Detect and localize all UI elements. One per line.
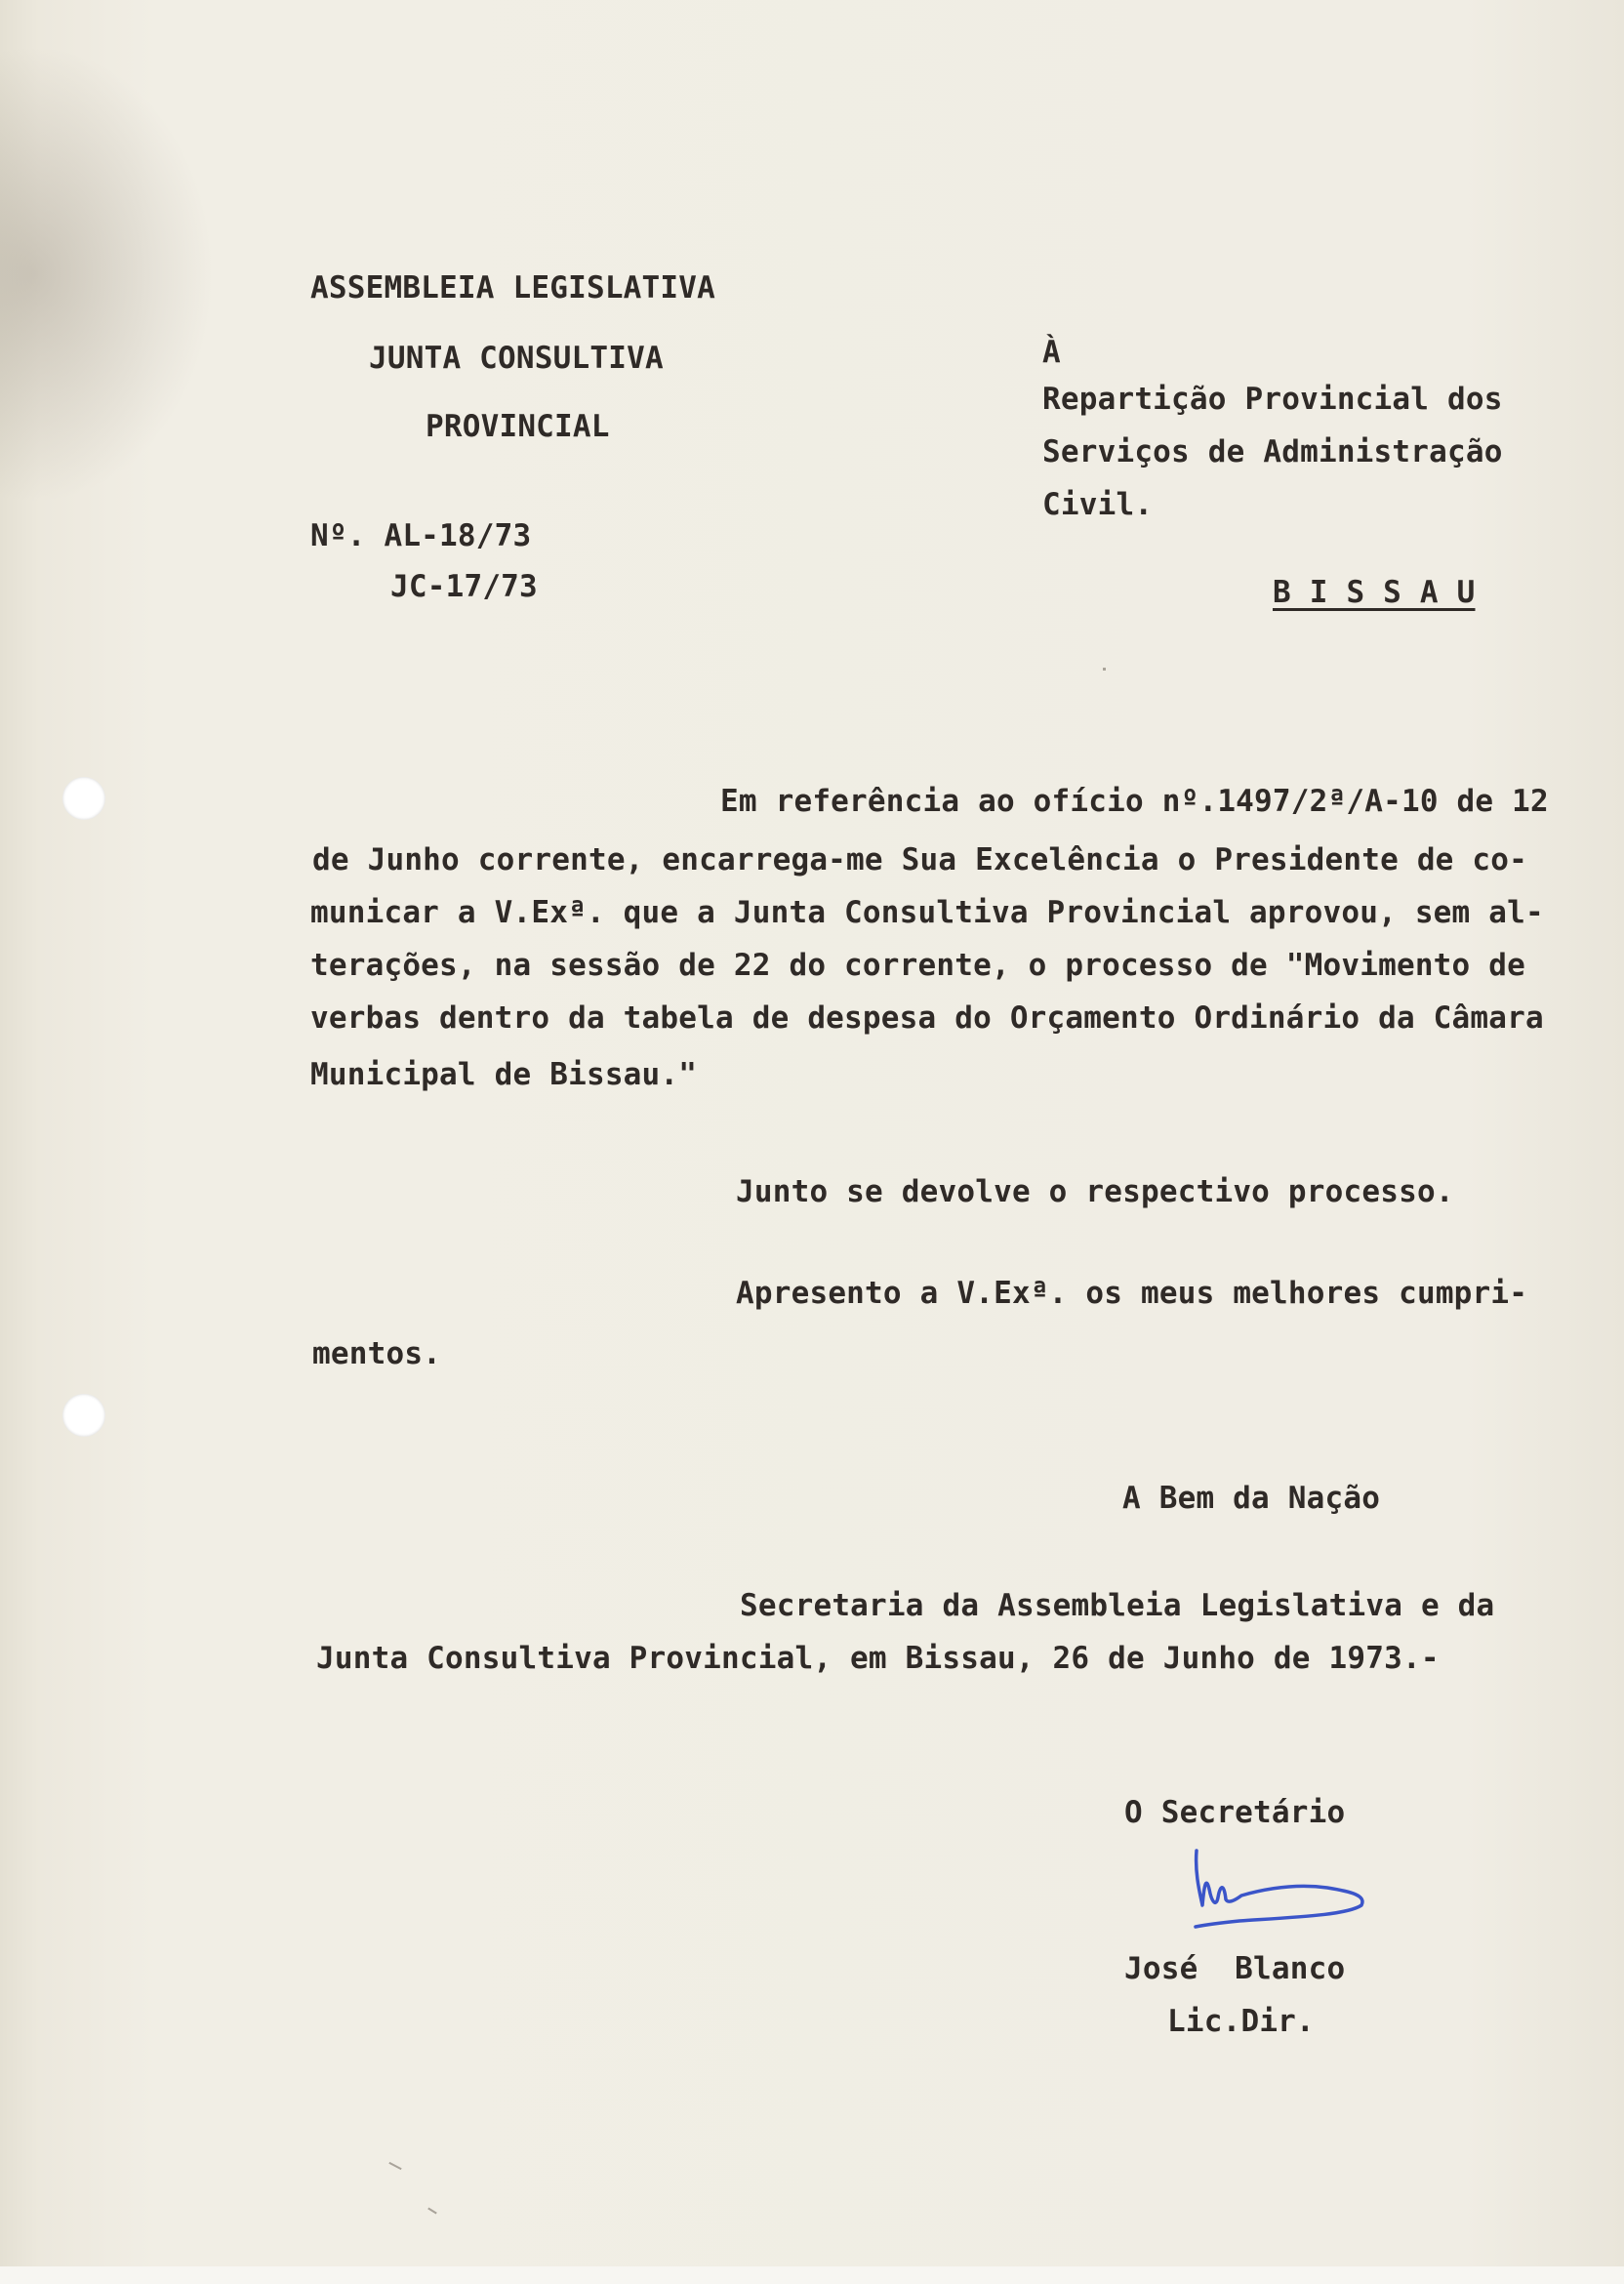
body-line-5: verbas dentro da tabela de despesa do Orçamento Ordinário da Câmara xyxy=(310,1000,1544,1036)
signatory-title: O Secretário xyxy=(1124,1795,1346,1830)
body-line-1: Em referência ao ofício nº.1497/2ª/A-10 de 12 xyxy=(720,784,1549,819)
reference-number-al: Nº. AL-18/73 xyxy=(310,518,532,553)
body-line-3: municar a V.Exª. que a Junta Consultiva Provincial aprovou, sem al- xyxy=(310,895,1544,930)
reference-number-jc: JC-17/73 xyxy=(390,569,538,604)
paper-speck xyxy=(388,2162,401,2170)
sender-institution: ASSEMBLEIA LEGISLATIVA xyxy=(310,270,715,306)
scan-edge xyxy=(0,2266,1624,2284)
recipient-line-2: Serviços de Administração xyxy=(1042,434,1503,469)
body-paragraph-regards-line-1: Apresento a V.Exª. os meus melhores cumpri- xyxy=(736,1276,1528,1311)
sender-department-qualifier: PROVINCIAL xyxy=(426,409,610,444)
closing-place-line-2: Junta Consultiva Provincial, em Bissau, 26 de Junho de 1973.- xyxy=(316,1641,1440,1676)
closing-motto: A Bem da Nação xyxy=(1122,1481,1381,1516)
closing-place-line-1: Secretaria da Assembleia Legislativa e da xyxy=(740,1588,1495,1623)
signatory-name: José Blanco xyxy=(1124,1951,1346,1986)
body-paragraph-return: Junto se devolve o respectivo processo. xyxy=(736,1174,1454,1209)
recipient-salutation: À xyxy=(1042,335,1061,370)
recipient-line-3: Civil. xyxy=(1042,487,1154,522)
punch-hole-top xyxy=(62,777,105,820)
body-paragraph-regards-line-2: mentos. xyxy=(312,1336,442,1371)
paper-speck xyxy=(1103,668,1106,671)
recipient-city: B I S S A U xyxy=(1273,575,1476,610)
recipient-line-1: Repartição Provincial dos xyxy=(1042,382,1503,417)
paper-speck xyxy=(427,2208,437,2215)
handwritten-signature xyxy=(1181,1845,1376,1962)
sender-department: JUNTA CONSULTIVA xyxy=(369,341,664,376)
body-line-2: de Junho corrente, encarrega-me Sua Excelência o Presidente de co- xyxy=(312,842,1527,877)
punch-hole-bottom xyxy=(62,1394,105,1437)
signatory-degree: Lic.Dir. xyxy=(1167,2004,1315,2039)
body-line-6: Municipal de Bissau." xyxy=(310,1057,698,1092)
body-line-4: terações, na sessão de 22 do corrente, o processo de "Movimento de xyxy=(310,948,1525,983)
